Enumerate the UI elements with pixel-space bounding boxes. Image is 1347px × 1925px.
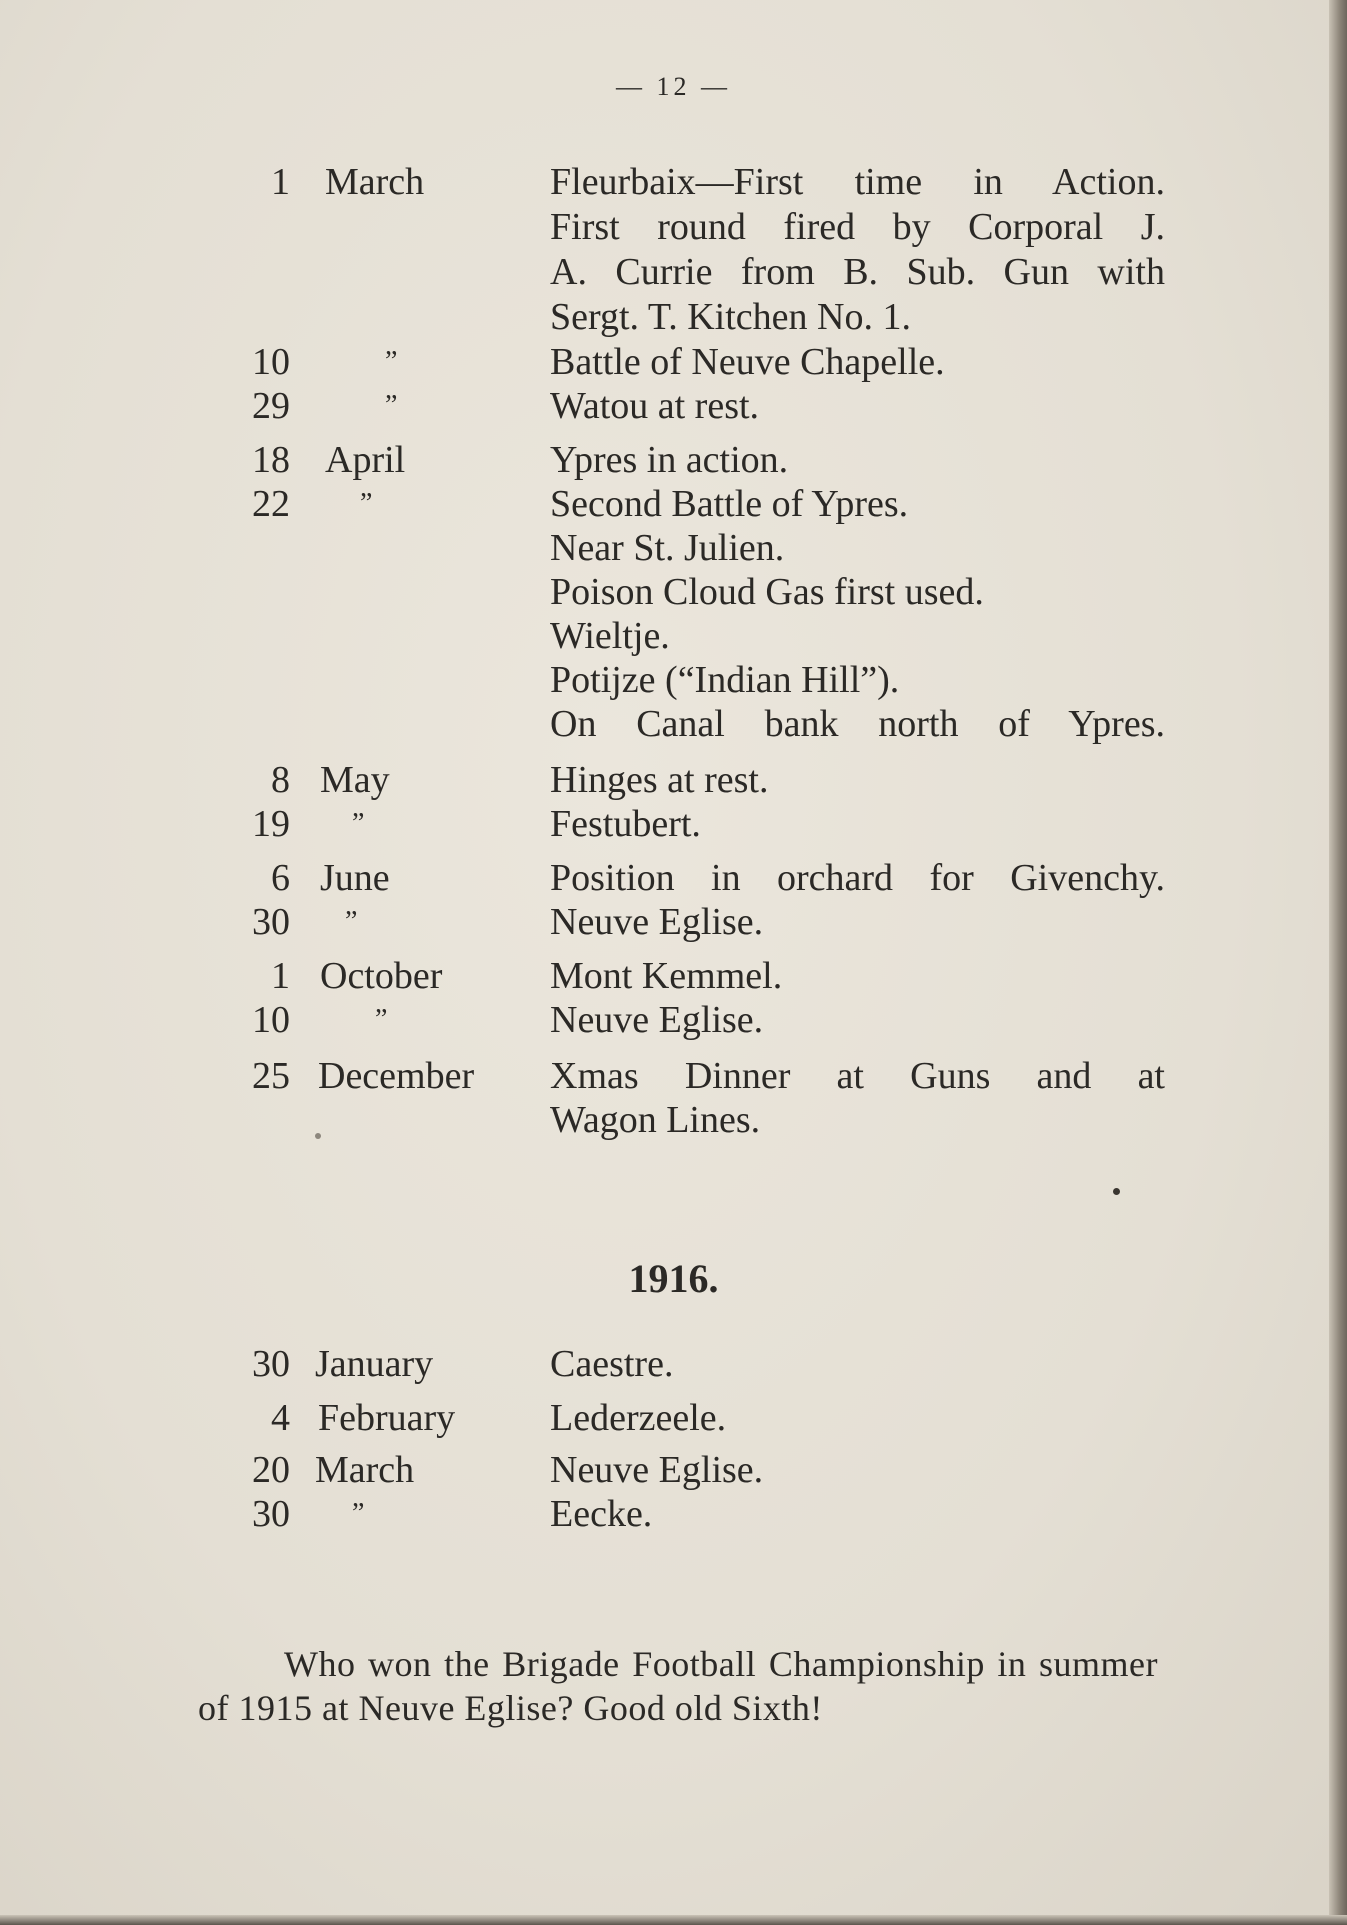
- entry-day: 18: [252, 439, 290, 481]
- entry-day: 1: [271, 161, 290, 203]
- entry-event-line: First round fired by Corporal J.: [550, 206, 1165, 248]
- entry-event-line: A. Currie from B. Sub. Gun with: [550, 251, 1165, 293]
- entry-event-line: Watou at rest.: [550, 385, 760, 427]
- ditto-mark: ”: [375, 1004, 388, 1035]
- entry-month: April: [325, 439, 406, 481]
- entry-event-line: Xmas Dinner at Guns and at: [550, 1055, 1165, 1097]
- entry-day: 30: [252, 1493, 290, 1535]
- entry-event-line: Eecke.: [550, 1493, 653, 1535]
- entry-day: 25: [252, 1055, 290, 1097]
- entry-event-line: Sergt. T. Kitchen No. 1.: [550, 296, 911, 338]
- entry-event-line: Mont Kemmel.: [550, 955, 783, 997]
- entry-day: 30: [252, 901, 290, 943]
- entry-day: 20: [252, 1449, 290, 1491]
- entry-event-line: Hinges at rest.: [550, 759, 769, 801]
- entry-month: October: [320, 955, 443, 997]
- entry-event-line: Wagon Lines.: [550, 1099, 761, 1141]
- entry-month: February: [318, 1397, 456, 1439]
- entry-event-line: On Canal bank north of Ypres.: [550, 703, 1165, 745]
- ditto-mark: ”: [352, 1498, 365, 1529]
- entry-event-line: Neuve Eglise.: [550, 901, 764, 943]
- ink-speck: [315, 1133, 321, 1139]
- entry-month: January: [315, 1343, 434, 1385]
- ditto-mark: ”: [385, 346, 398, 377]
- entry-day: 8: [271, 759, 290, 801]
- ditto-mark: ”: [345, 906, 358, 937]
- ditto-mark: ”: [352, 808, 365, 839]
- entry-day: 4: [271, 1397, 290, 1439]
- entry-day: 19: [252, 803, 290, 845]
- entry-month: December: [318, 1055, 475, 1097]
- entry-event-line: Lederzeele.: [550, 1397, 727, 1439]
- year-heading: 1916.: [628, 1256, 719, 1301]
- entry-day: 10: [252, 999, 290, 1041]
- entry-event-line: Position in orchard for Givenchy.: [550, 857, 1165, 899]
- entry-event-line: Neuve Eglise.: [550, 999, 764, 1041]
- page-bottom-edge: [0, 1915, 1347, 1925]
- entry-month: June: [320, 857, 390, 899]
- entry-day: 6: [271, 857, 290, 899]
- entry-month: May: [320, 759, 390, 801]
- entry-day: 29: [252, 385, 290, 427]
- entry-event-line: Battle of Neuve Chapelle.: [550, 341, 945, 383]
- page-edge-shadow: [1329, 0, 1347, 1925]
- entry-event-line: Poison Cloud Gas first used.: [550, 571, 984, 613]
- entry-event-line: Potijze (“Indian Hill”).: [550, 659, 900, 701]
- entry-event-line: Neuve Eglise.: [550, 1449, 764, 1491]
- page-number: — 12 —: [616, 72, 731, 101]
- entry-event-line: Festubert.: [550, 803, 701, 845]
- entry-month: March: [325, 161, 425, 203]
- entry-event-line: Near St. Julien.: [550, 527, 785, 569]
- entry-event-line: Wieltje.: [550, 615, 670, 657]
- entry-month: March: [315, 1449, 415, 1491]
- entry-day: 30: [252, 1343, 290, 1385]
- entry-day: 10: [252, 341, 290, 383]
- entry-event-line: Caestre.: [550, 1343, 674, 1385]
- ditto-mark: ”: [385, 390, 398, 421]
- entry-event-line: Fleurbaix—First time in Action.: [550, 161, 1165, 203]
- entry-day: 22: [252, 483, 290, 525]
- entry-event-line: Ypres in action.: [550, 439, 789, 481]
- ink-speck: [1113, 1188, 1120, 1195]
- entry-day: 1: [271, 955, 290, 997]
- ditto-mark: ”: [360, 488, 373, 519]
- entry-event-line: Second Battle of Ypres.: [550, 483, 909, 525]
- football-note: Who won the Brigade Football Championship in summer of 1915 at Neuve Eglise? Good old Sixth!: [198, 1644, 1158, 1728]
